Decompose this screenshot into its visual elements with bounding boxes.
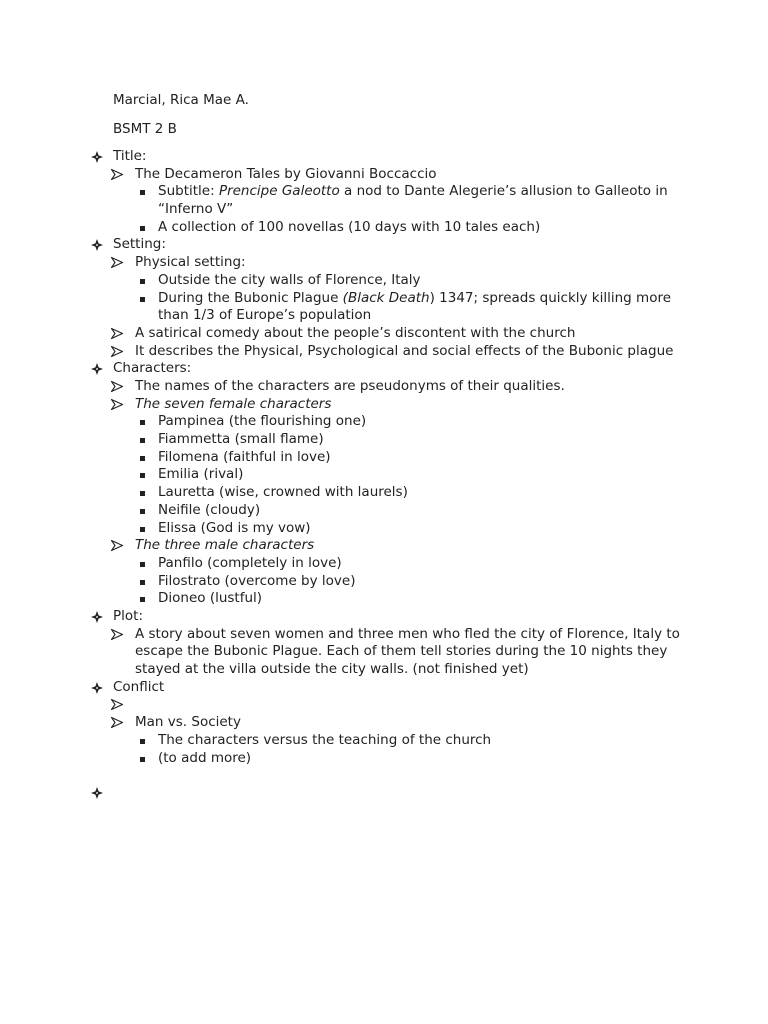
outline-item-plot (0, 608, 768, 626)
diamond-bullet-icon (91, 608, 103, 623)
list-item: Pampinea (the flourishing one) (0, 413, 768, 431)
outline-item-characters (0, 360, 768, 378)
list-item: A story about seven women and three men who fled the city of Florence, Italy to escape the Bubonic Plague. Each of them tell stories during the 10 nights they stayed at the villa outside the city walls. (not finished yet) (0, 626, 768, 679)
outline-item-conflict (0, 679, 768, 697)
list-item: Panfilo (completely in love) (0, 555, 768, 573)
square-bullet-icon (140, 456, 145, 461)
arrow-bullet-icon (111, 714, 123, 728)
list-item: The seven female characters (0, 396, 768, 414)
list-item: Physical setting: (0, 254, 768, 272)
square-bullet-icon (140, 509, 145, 514)
list-item: The three male characters (0, 537, 768, 555)
arrow-bullet-icon (111, 396, 123, 410)
arrow-bullet-icon (111, 696, 123, 710)
list-item: During the Bubonic Plague (Black Death) 1347; spreads quickly killing more than 1/3 of Europe’s population (0, 290, 768, 325)
square-bullet-icon (140, 190, 145, 195)
outline-list (0, 148, 768, 802)
list-item: A collection of 100 novellas (10 days with 10 tales each) (0, 219, 768, 237)
outline-item-empty (0, 784, 768, 802)
list-item: (to add more) (0, 750, 768, 768)
list-item: A satirical comedy about the people’s discontent with the church (0, 325, 768, 343)
square-bullet-icon (140, 473, 145, 478)
list-item: Emilia (rival) (0, 466, 768, 484)
list-item: Subtitle: Prencipe Galeotto a nod to Dante Alegerie’s allusion to Galleoto in “Inferno V” (0, 183, 768, 218)
outline-item-setting (0, 236, 768, 254)
square-bullet-icon (140, 562, 145, 567)
diamond-bullet-icon (91, 784, 103, 799)
list-item: Filostrato (overcome by love) (0, 573, 768, 591)
list-item: Fiammetta (small flame) (0, 431, 768, 449)
square-bullet-icon (140, 739, 145, 744)
square-bullet-icon (140, 279, 145, 284)
square-bullet-icon (140, 226, 145, 231)
diamond-bullet-icon (91, 679, 103, 694)
list-item: The Decameron Tales by Giovanni Boccaccio (0, 166, 768, 184)
list-item: Lauretta (wise, crowned with laurels) (0, 484, 768, 502)
section-heading: Plot: (113, 607, 143, 624)
list-item: Neifile (cloudy) (0, 502, 768, 520)
square-bullet-icon (140, 757, 145, 762)
square-bullet-icon (140, 527, 145, 532)
outline-item-title (0, 148, 768, 166)
diamond-bullet-icon (91, 236, 103, 251)
square-bullet-icon (140, 420, 145, 425)
course-section: BSMT 2 B (113, 121, 177, 137)
list-item: The names of the characters are pseudonyms of their qualities. (0, 378, 768, 396)
spacer (0, 767, 768, 784)
diamond-bullet-icon (91, 148, 103, 163)
list-item: The characters versus the teaching of the church (0, 732, 768, 750)
list-item: Outside the city walls of Florence, Italy (0, 272, 768, 290)
arrow-bullet-icon (111, 626, 123, 640)
square-bullet-icon (140, 580, 145, 585)
arrow-bullet-icon (111, 378, 123, 392)
diamond-bullet-icon (91, 360, 103, 375)
list-item: Filomena (faithful in love) (0, 449, 768, 467)
section-heading: Setting: (113, 236, 166, 253)
arrow-bullet-icon (111, 166, 123, 180)
section-heading: Title: (113, 148, 147, 164)
list-item: Dioneo (lustful) (0, 590, 768, 608)
square-bullet-icon (140, 297, 145, 302)
arrow-bullet-icon (111, 537, 123, 551)
list-item (0, 696, 768, 714)
section-heading: Characters: (113, 360, 192, 377)
arrow-bullet-icon (111, 325, 123, 339)
square-bullet-icon (140, 597, 145, 602)
author-name: Marcial, Rica Mae A. (113, 92, 249, 108)
square-bullet-icon (140, 491, 145, 496)
square-bullet-icon (140, 438, 145, 443)
arrow-bullet-icon (111, 343, 123, 357)
arrow-bullet-icon (111, 254, 123, 268)
list-item: Man vs. Society (0, 714, 768, 732)
list-item: Elissa (God is my vow) (0, 520, 768, 538)
section-heading: Conflict (113, 678, 165, 695)
list-item: It describes the Physical, Psychological and social effects of the Bubonic plague (0, 343, 768, 361)
